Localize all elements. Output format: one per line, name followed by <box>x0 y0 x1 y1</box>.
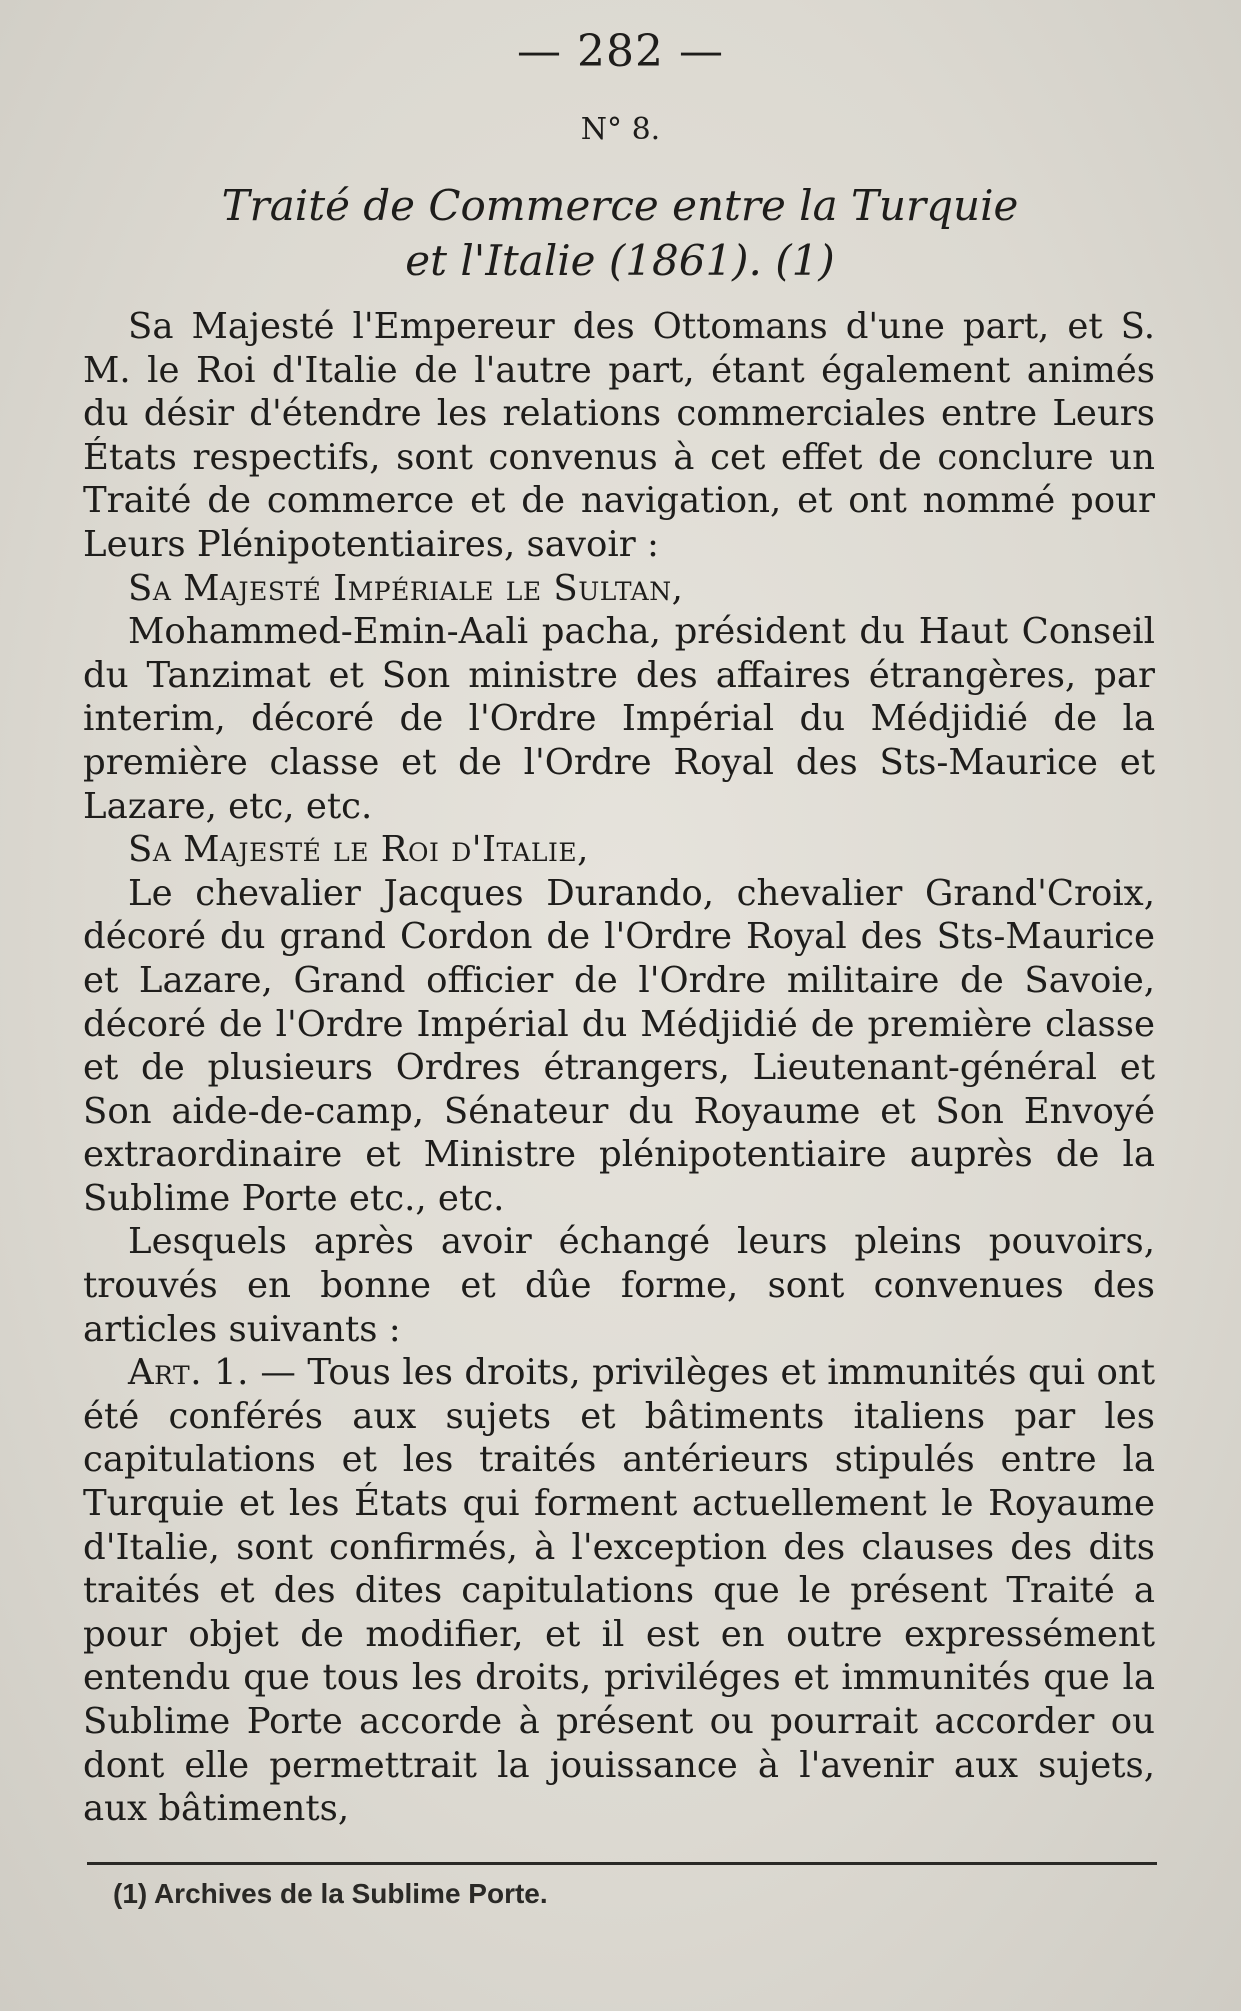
title-line-1: Traité de Commerce entre la Turquie <box>221 181 1019 230</box>
footnote: (1) Archives de la Sublime Porte. <box>113 1878 548 1909</box>
plenipotentiary-king: Le chevalier Jacques Durando, chevalier Grand'Croix, décoré du grand Cordon de l'Ordre Royal des Sts-Maurice et Lazare, Grand officier de l'Ordre militaire de Savoie, décoré de l'Ordre Impérial du Médjidié de première classe et de plusieurs Ordres étrangers, Lieutenant-général et Son aide-de-camp, Sénateur du Royaume et Son Envoyé extraordinaire et Ministre plénipotentiaire auprès de la Sublime Porte etc., etc. <box>83 872 1155 1219</box>
plenipotentiary-heading-sultan: Sa Majesté Impériale le Sultan, <box>128 567 684 609</box>
title-line-2: et l'Italie (1861). (1) <box>405 236 835 285</box>
document-number: N° 8. <box>580 112 661 147</box>
page-number: — 282 — <box>517 26 724 77</box>
article-label: Art. 1. <box>128 1352 249 1394</box>
preamble-paragraph: Sa Majesté l'Empereur des Ottomans d'une part, et S. M. le Roi d'Italie de l'autre part, étant également animés du désir d'étendre les relations commerciales entre Leurs États respectifs, sont convenus à cet effet de conclure un Traité de commerce et de navigation, et ont nommé pour Leurs Plénipotentiaires, savoir : <box>83 306 1155 565</box>
article-1-text: — Tous les droits, privilèges et immunités qui ont été conférés aux sujets et bâtiments italiens par les capitulations et les traités antérieurs stipulés entre la Turquie et les États qui forment actuellement le Royaume d'Italie, sont confirmés, à l'exception des clauses des dits traités et des dites capitulations que le présent Traité a pour objet de modifier, et il est en outre expressément entendu que tous les droits, priviléges et immunités que la Sublime Porte accorde à présent ou pourrait accorder ou dont elle permettrait la jouissance à l'avenir aux sujets, aux bâtiments, <box>83 1352 1155 1830</box>
plenipotentiary-sultan: Mohammed-Emin-Aali pacha, président du Haut Conseil du Tanzimat et Son ministre des affaires étrangères, par interim, décoré de l'Ordre Impérial du Médjidié de la première classe et de l'Ordre Royal des Sts-Maurice et Lazare, etc, etc. <box>83 611 1155 827</box>
plenipotentiary-heading-king: Sa Majesté le Roi d'Italie, <box>128 829 589 871</box>
body-text <box>83 305 1155 1831</box>
agreement-paragraph: Lesquels après avoir échangé leurs pleins pouvoirs, trouvés en bonne et dûe forme, sont convenues des articles suivants : <box>83 1221 1155 1350</box>
footnote-rule <box>87 1862 1157 1865</box>
article-1-paragraph <box>83 1351 1155 1831</box>
treaty-title <box>120 178 1120 288</box>
